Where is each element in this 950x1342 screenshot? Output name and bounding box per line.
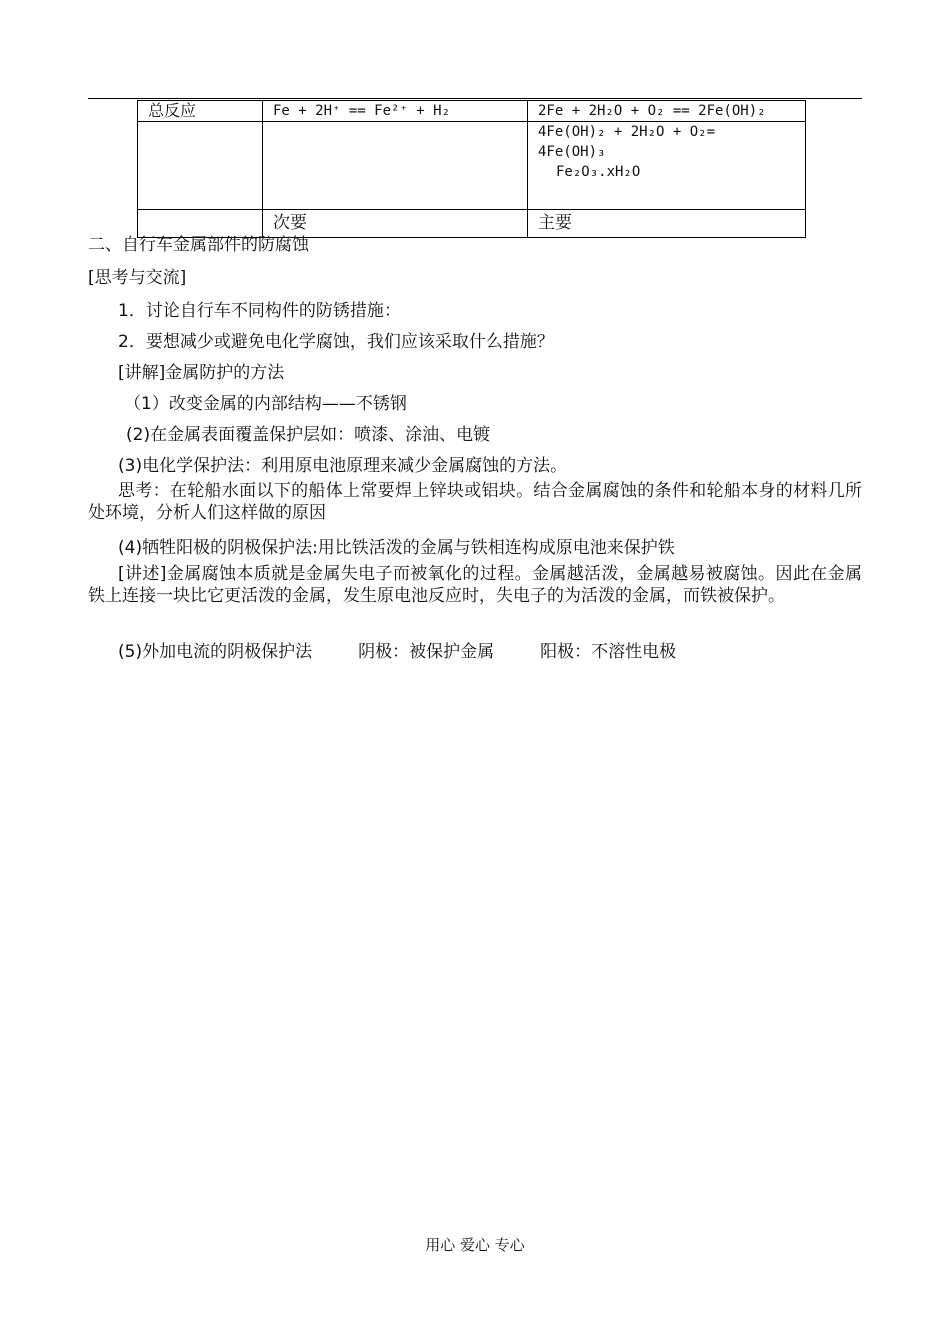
- narrate-paragraph: [讲述]金属腐蚀本质就是金属失电子而被氧化的过程。金属越活泼，金属越易被腐蚀。因此在金属铁上连接一块比它更活泼的金属，发生原电池反应时，失电子的为活泼的金属，而铁被保护。: [88, 564, 862, 606]
- cathode-note: 阴极：被保护金属: [358, 642, 495, 662]
- reaction-table: [137, 100, 806, 238]
- oxygen-corrosion-equation: 2Fe + 2H₂O + O₂ == 2Fe(OH)₂: [528, 101, 806, 122]
- acid-corrosion-importance: 次要: [263, 210, 528, 238]
- rust-formation-cell: [528, 122, 806, 210]
- method-3: (3)电化学保护法：利用原电池原理来减少金属腐蚀的方法。: [118, 456, 568, 476]
- oxygen-corrosion-importance: 主要: [528, 210, 806, 238]
- empty-cell: [138, 122, 263, 210]
- rust-equation-line-2: 4Fe(OH)₃: [538, 144, 606, 160]
- think-paragraph: 思考：在轮船水面以下的船体上常要焊上锌块或铝块。结合金属腐蚀的条件和轮船本身的材料几所处环境，分析人们这样做的原因: [88, 481, 862, 523]
- section-title: 二、自行车金属部件的防腐蚀: [88, 235, 309, 255]
- table-row: [138, 101, 806, 122]
- question-2: 2．要想减少或避免电化学腐蚀，我们应该采取什么措施？: [118, 332, 554, 352]
- acid-corrosion-equation: Fe + 2H⁺ == Fe²⁺ + H₂: [263, 101, 528, 122]
- method-5: (5)外加电流的阴极保护法: [118, 642, 313, 662]
- method-1: （1）改变金属的内部结构——不锈钢: [124, 394, 407, 414]
- empty-cell: [263, 122, 528, 210]
- method-5-line: [118, 637, 676, 662]
- header-rule: [88, 98, 862, 99]
- page-footer: 用心 爱心 专心: [425, 1236, 525, 1254]
- method-4: (4)牺牲阳极的阴极保护法:用比铁活泼的金属与铁相连构成原电池来保护铁: [118, 538, 675, 558]
- table-row: [138, 122, 806, 210]
- method-2: (2)在金属表面覆盖保护层如：喷漆、涂油、电镀: [126, 425, 491, 445]
- rust-product: Fe₂O₃.xH₂O: [556, 164, 641, 180]
- think-exchange-header: [思考与交流]: [88, 268, 187, 288]
- anode-note: 阳极：不溶性电极: [540, 642, 677, 662]
- row-label-total-reaction: 总反应: [138, 101, 263, 122]
- lecture-header: [讲解]金属防护的方法: [118, 363, 285, 383]
- rust-equation-line-1: 4Fe(OH)₂ + 2H₂O + O₂=: [538, 124, 716, 140]
- question-1: 1．讨论自行车不同构件的防锈措施：: [118, 301, 401, 321]
